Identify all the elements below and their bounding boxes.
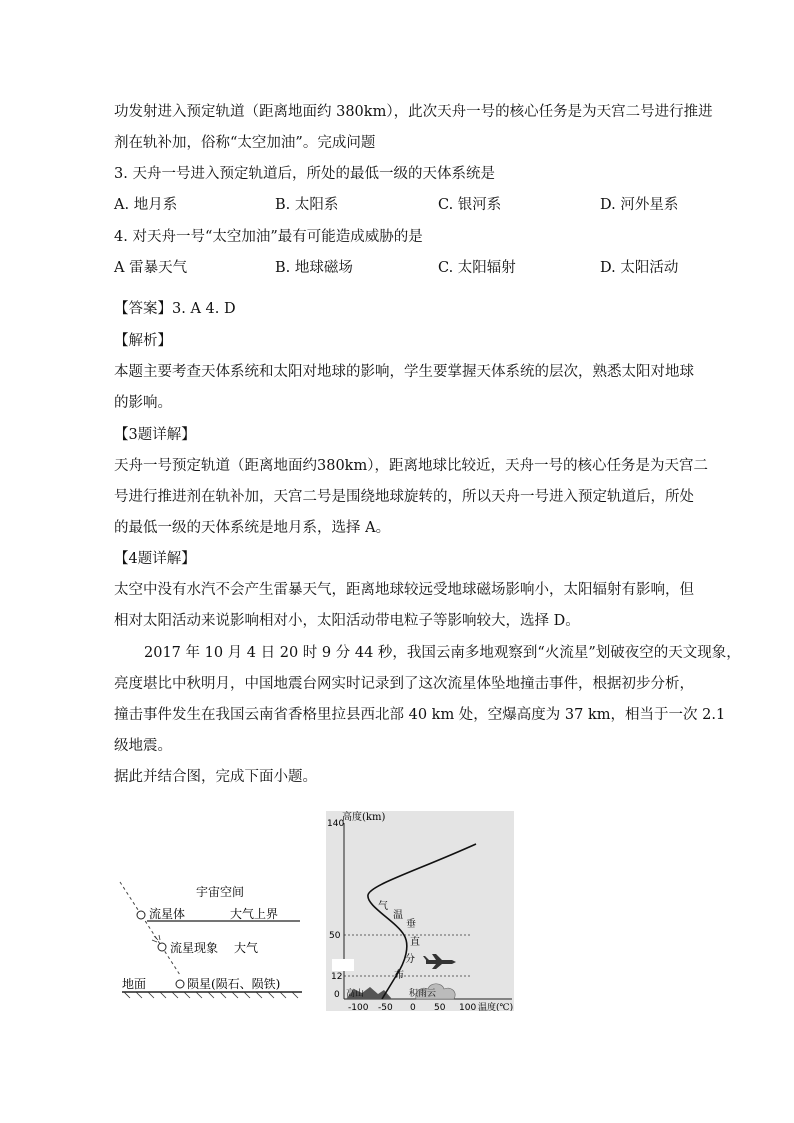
curve-label-char: 垂: [406, 919, 416, 930]
y-tick-50: 50: [329, 931, 341, 941]
passage-line: 亮度堪比中秋明月，中国地震台网实时记录到了这次流星体坠地撞击事件，根据初步分析，: [114, 676, 694, 692]
y-tick-12: 12: [331, 972, 343, 982]
trajectory-line: [120, 882, 142, 916]
detail3-line: 天舟一号预定轨道（距离地面约380km），距离地球比较近，天舟一号的核心任务是为天宫二: [114, 458, 708, 474]
q4-option-b: B. 地球磁场: [275, 260, 353, 276]
answer-line: 【答案】3. A 4. D: [114, 301, 236, 317]
q3-option-a: A. 地月系: [114, 197, 178, 213]
label-mountain: 高山: [346, 989, 365, 999]
x-tick-100: 100: [459, 1003, 477, 1011]
x-tick-0: 0: [410, 1003, 416, 1011]
paragraph-line: 剂在轨补加，俗称“太空加油”。完成问题: [114, 135, 376, 151]
q3-option-b: B. 太阳系: [275, 197, 339, 213]
meteorite-icon: [176, 980, 184, 988]
y-axis-title: 高度(km): [342, 812, 386, 823]
curve-label-char: 直: [410, 937, 420, 948]
question-4-stem: 4. 对天舟一号“太空加油”最有可能造成威胁的是: [114, 229, 423, 245]
analysis-heading: 【解析】: [114, 333, 172, 349]
curve-label-char: 温: [393, 910, 403, 921]
meteoroid-icon: [137, 911, 145, 919]
q3-option-d: D. 河外星系: [600, 197, 679, 213]
label-ground: 地面: [122, 977, 147, 991]
label-upper-bound: 大气上界: [230, 907, 279, 921]
label-meteoroid: 流星体: [149, 907, 186, 921]
temperature-profile-chart: [326, 811, 514, 1011]
analysis-line: 的影响。: [114, 395, 172, 411]
passage-line: 撞击事件发生在我国云南省香格里拉县西北部 40 km 处，空爆高度为 37 km，相当于一次 2.1: [114, 707, 726, 723]
detail3-line: 号进行推进剂在轨补加，天宫二号是围绕地球旋转的，所以天舟一号进入预定轨道后，所处: [114, 489, 694, 505]
x-axis-unit: 温度(℃): [478, 1003, 514, 1011]
label-atmosphere: 大气: [234, 941, 259, 955]
curve-label-char: 气: [378, 901, 388, 912]
label-space: 宇宙空间: [196, 885, 245, 899]
instruction-line: 据此并结合图，完成下面小题。: [114, 769, 317, 785]
meteor-icon: [158, 943, 166, 951]
paragraph-line: 功发射进入预定轨道（距离地面约 380km），此次天舟一号的核心任务是为天宫二号进行推进: [114, 104, 713, 120]
detail4-line: 太空中没有水汽不会产生雷暴天气，距离地球较远受地球磁场影响小，太阳辐射有影响，但: [114, 582, 694, 598]
y-tick-0: 0: [334, 990, 340, 1000]
question-3-stem: 3. 天舟一号进入预定轨道后，所处的最低一级的天体系统是: [114, 166, 495, 182]
q4-option-d: D. 太阳活动: [600, 260, 679, 276]
curve-label-char: 分: [405, 954, 415, 965]
passage-line: 2017 年 10 月 4 日 20 时 9 分 44 秒，我国云南多地观察到“火流星”划破夜空的天文现象，: [144, 645, 741, 661]
x-tick-neg50: -50: [378, 1003, 393, 1011]
x-tick-50: 50: [434, 1003, 446, 1011]
label-meteor: 流星现象: [170, 941, 219, 955]
detail3-heading: 【3题详解】: [114, 427, 196, 443]
label-cloud: 积雨云: [409, 989, 437, 999]
analysis-line: 本题主要考查天体系统和太阳对地球的影响，学生要掌握天体系统的层次，熟悉太阳对地球: [114, 364, 694, 380]
detail3-line: 的最低一级的天体系统是地月系，选择 A。: [114, 520, 391, 536]
detail4-line: 相对太阳活动来说影响相对小，太阳活动带电粒子等影响较大，选择 D。: [114, 613, 580, 629]
passage-line: 级地震。: [114, 738, 172, 754]
q4-option-a: A 雷暴天气: [114, 260, 188, 276]
curve-label-char: 布: [394, 970, 404, 981]
x-tick-neg100: -100: [348, 1003, 369, 1011]
meteor-diagram: [112, 880, 312, 1000]
q3-option-c: C. 银河系: [438, 197, 502, 213]
y-tick-140: 140: [327, 819, 345, 829]
detail4-heading: 【4题详解】: [114, 551, 196, 567]
label-meteorite: 陨星(陨石、陨铁): [187, 977, 281, 991]
blank-patch: [332, 959, 354, 971]
q4-option-c: C. 太阳辐射: [438, 260, 516, 276]
